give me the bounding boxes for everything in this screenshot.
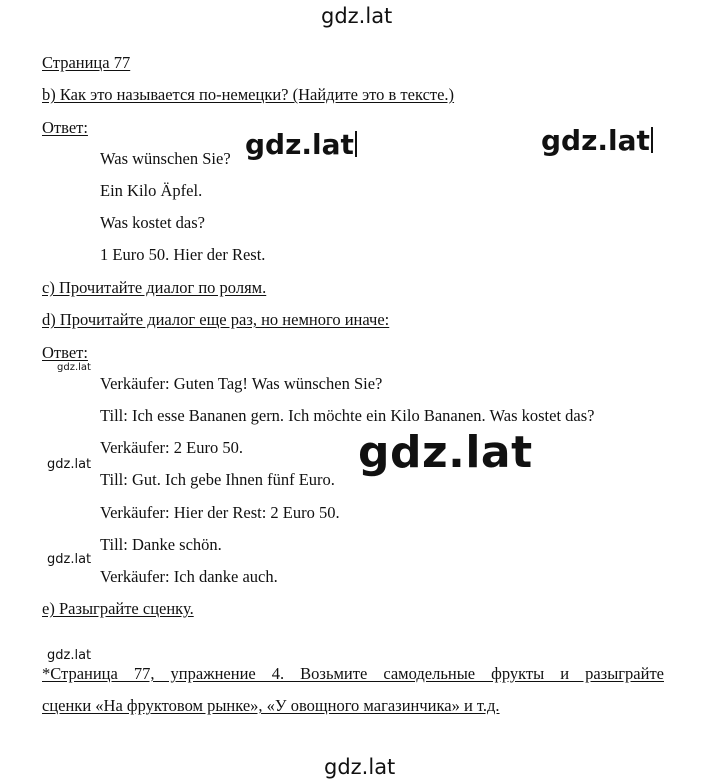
answer-b-line: Ein Kilo Äpfel. (100, 181, 203, 200)
watermark-large: gdz.lat (358, 427, 533, 478)
footnote-line-2: сценки «На фруктовом рынке», «У овощного магазинчика» и т.д. (42, 696, 500, 715)
answer-label-1: Ответ: (42, 118, 88, 137)
dialog-line: Verkäufer: Guten Tag! Was wünschen Sie? (100, 374, 383, 393)
task-d: d) Прочитайте диалог еще раз, но немного иначе: (42, 310, 390, 329)
task-e: e) Разыграйте сценку. (42, 599, 194, 618)
watermark-small-1: gdz.lat (47, 457, 92, 472)
dialog-line: Verkäufer: Ich danke auch. (100, 567, 278, 586)
watermark-top: gdz.lat (321, 4, 393, 28)
watermark-tiny: gdz.lat (57, 362, 91, 373)
page-heading: Страница 77 (42, 53, 131, 72)
dialog-line: Verkäufer: 2 Euro 50. (100, 438, 243, 457)
dialog-line: Till: Ich esse Bananen gern. Ich möchte ein Kilo Bananen. Was kostet das? (100, 406, 595, 425)
watermark-mid-right: gdz.lat (541, 124, 653, 157)
dialog-line: Till: Danke schön. (100, 535, 222, 554)
watermark-small-2: gdz.lat (47, 552, 92, 567)
watermark-bottom: gdz.lat (324, 755, 396, 779)
watermark-small-3: gdz.lat (47, 648, 92, 663)
answer-label-2: Ответ: (42, 343, 88, 362)
task-c: c) Прочитайте диалог по ролям. (42, 278, 267, 297)
dialog-line: Verkäufer: Hier der Rest: 2 Euro 50. (100, 503, 340, 522)
dialog-line: Till: Gut. Ich gebe Ihnen fünf Euro. (100, 470, 335, 489)
task-b: b) Как это называется по-немецки? (Найдите это в тексте.) (42, 85, 455, 104)
answer-b-line: 1 Euro 50. Hier der Rest. (100, 245, 266, 264)
answer-b-line: Was wünschen Sie? (100, 149, 231, 168)
footnote-line-1: *Страница 77, упражнение 4. Возьмите самодельные фрукты и разыграйте (42, 664, 664, 683)
answer-b-line: Was kostet das? (100, 213, 205, 232)
watermark-mid-left: gdz.lat (245, 128, 357, 161)
